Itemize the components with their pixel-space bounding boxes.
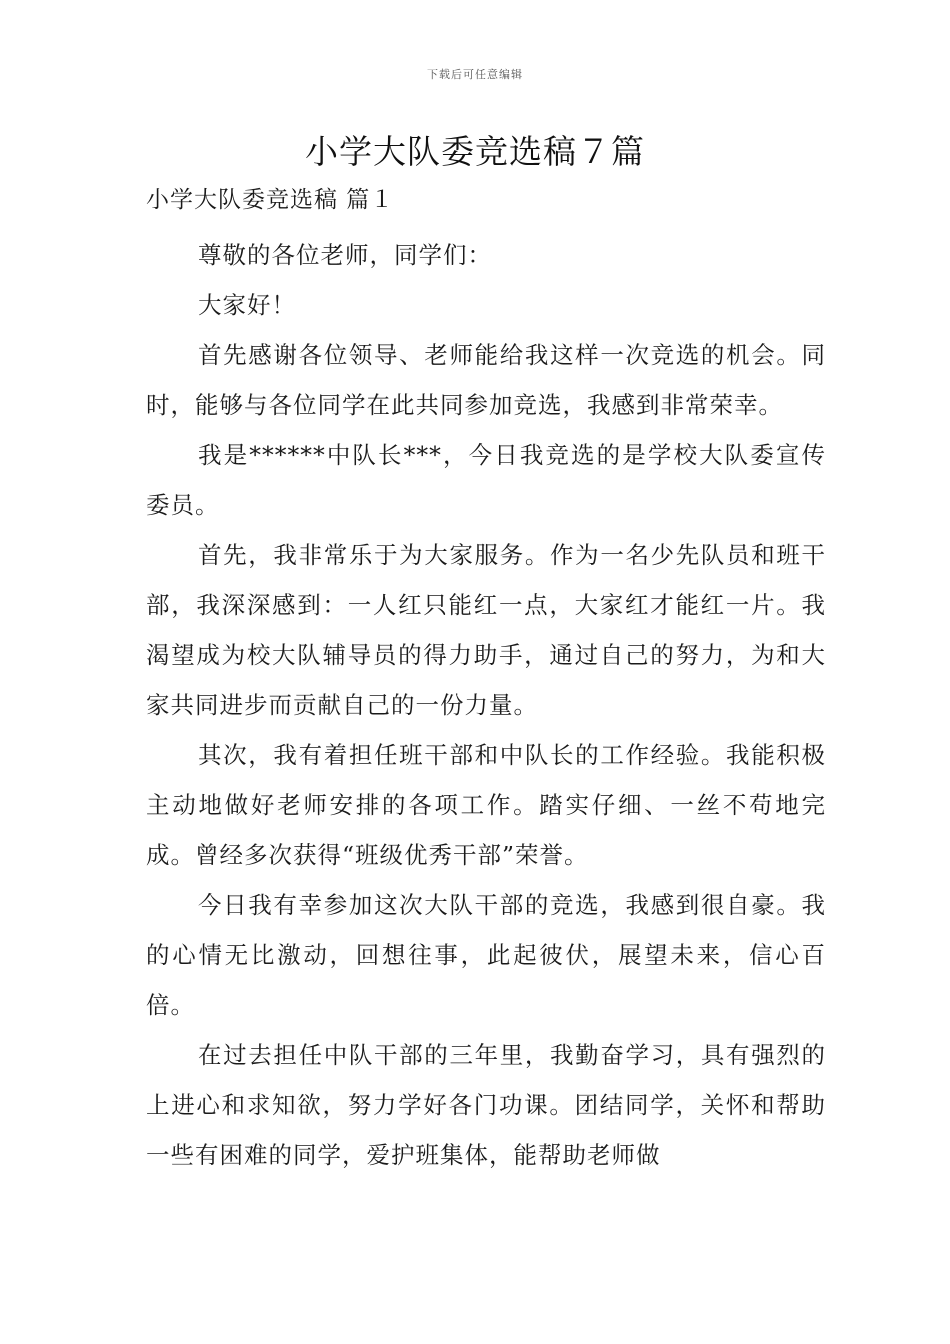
paragraph: 今日我有幸参加这次大队干部的竞选，我感到很自豪。我的心情无比激动，回想往事，此起彼伏，展望未来，信心百倍。 — [146, 891, 826, 1019]
document-body — [146, 180, 826, 1180]
paragraph: 首先，我非常乐于为大家服务。作为一名少先队员和班干部，我深深感到：一人红只能红一点，大家红才能红一片。我渴望成为校大队辅导员的得力助手，通过自己的努力，为和大家共同进步而贡献自己的一份力量。 — [146, 541, 826, 719]
paragraph: 首先感谢各位领导、老师能给我这样一次竞选的机会。同时，能够与各位同学在此共同参加竞选，我感到非常荣幸。 — [146, 341, 826, 419]
paragraph: 在过去担任中队干部的三年里，我勤奋学习，具有强烈的上进心和求知欲，努力学好各门功课。团结同学，关怀和帮助一些有困难的同学，爱护班集体，能帮助老师做 — [146, 1041, 826, 1169]
paragraph: 其次，我有着担任班干部和中队长的工作经验。我能积极主动地做好老师安排的各项工作。踏实仔细、一丝不苟地完成。曾经多次获得“班级优秀干部”荣誉。 — [146, 741, 826, 869]
paragraph: 我是******中队长***，今日我竞选的是学校大队委宣传委员。 — [146, 441, 826, 519]
paragraph-hello: 大家好！ — [198, 291, 296, 319]
section-heading: 小学大队委竞选稿 篇１ — [146, 187, 395, 213]
paragraph-greeting: 尊敬的各位老师，同学们： — [198, 241, 492, 269]
document-title: 小学大队委竞选稿７篇 — [305, 132, 645, 171]
header-note: 下载后可任意编辑 — [427, 68, 523, 81]
